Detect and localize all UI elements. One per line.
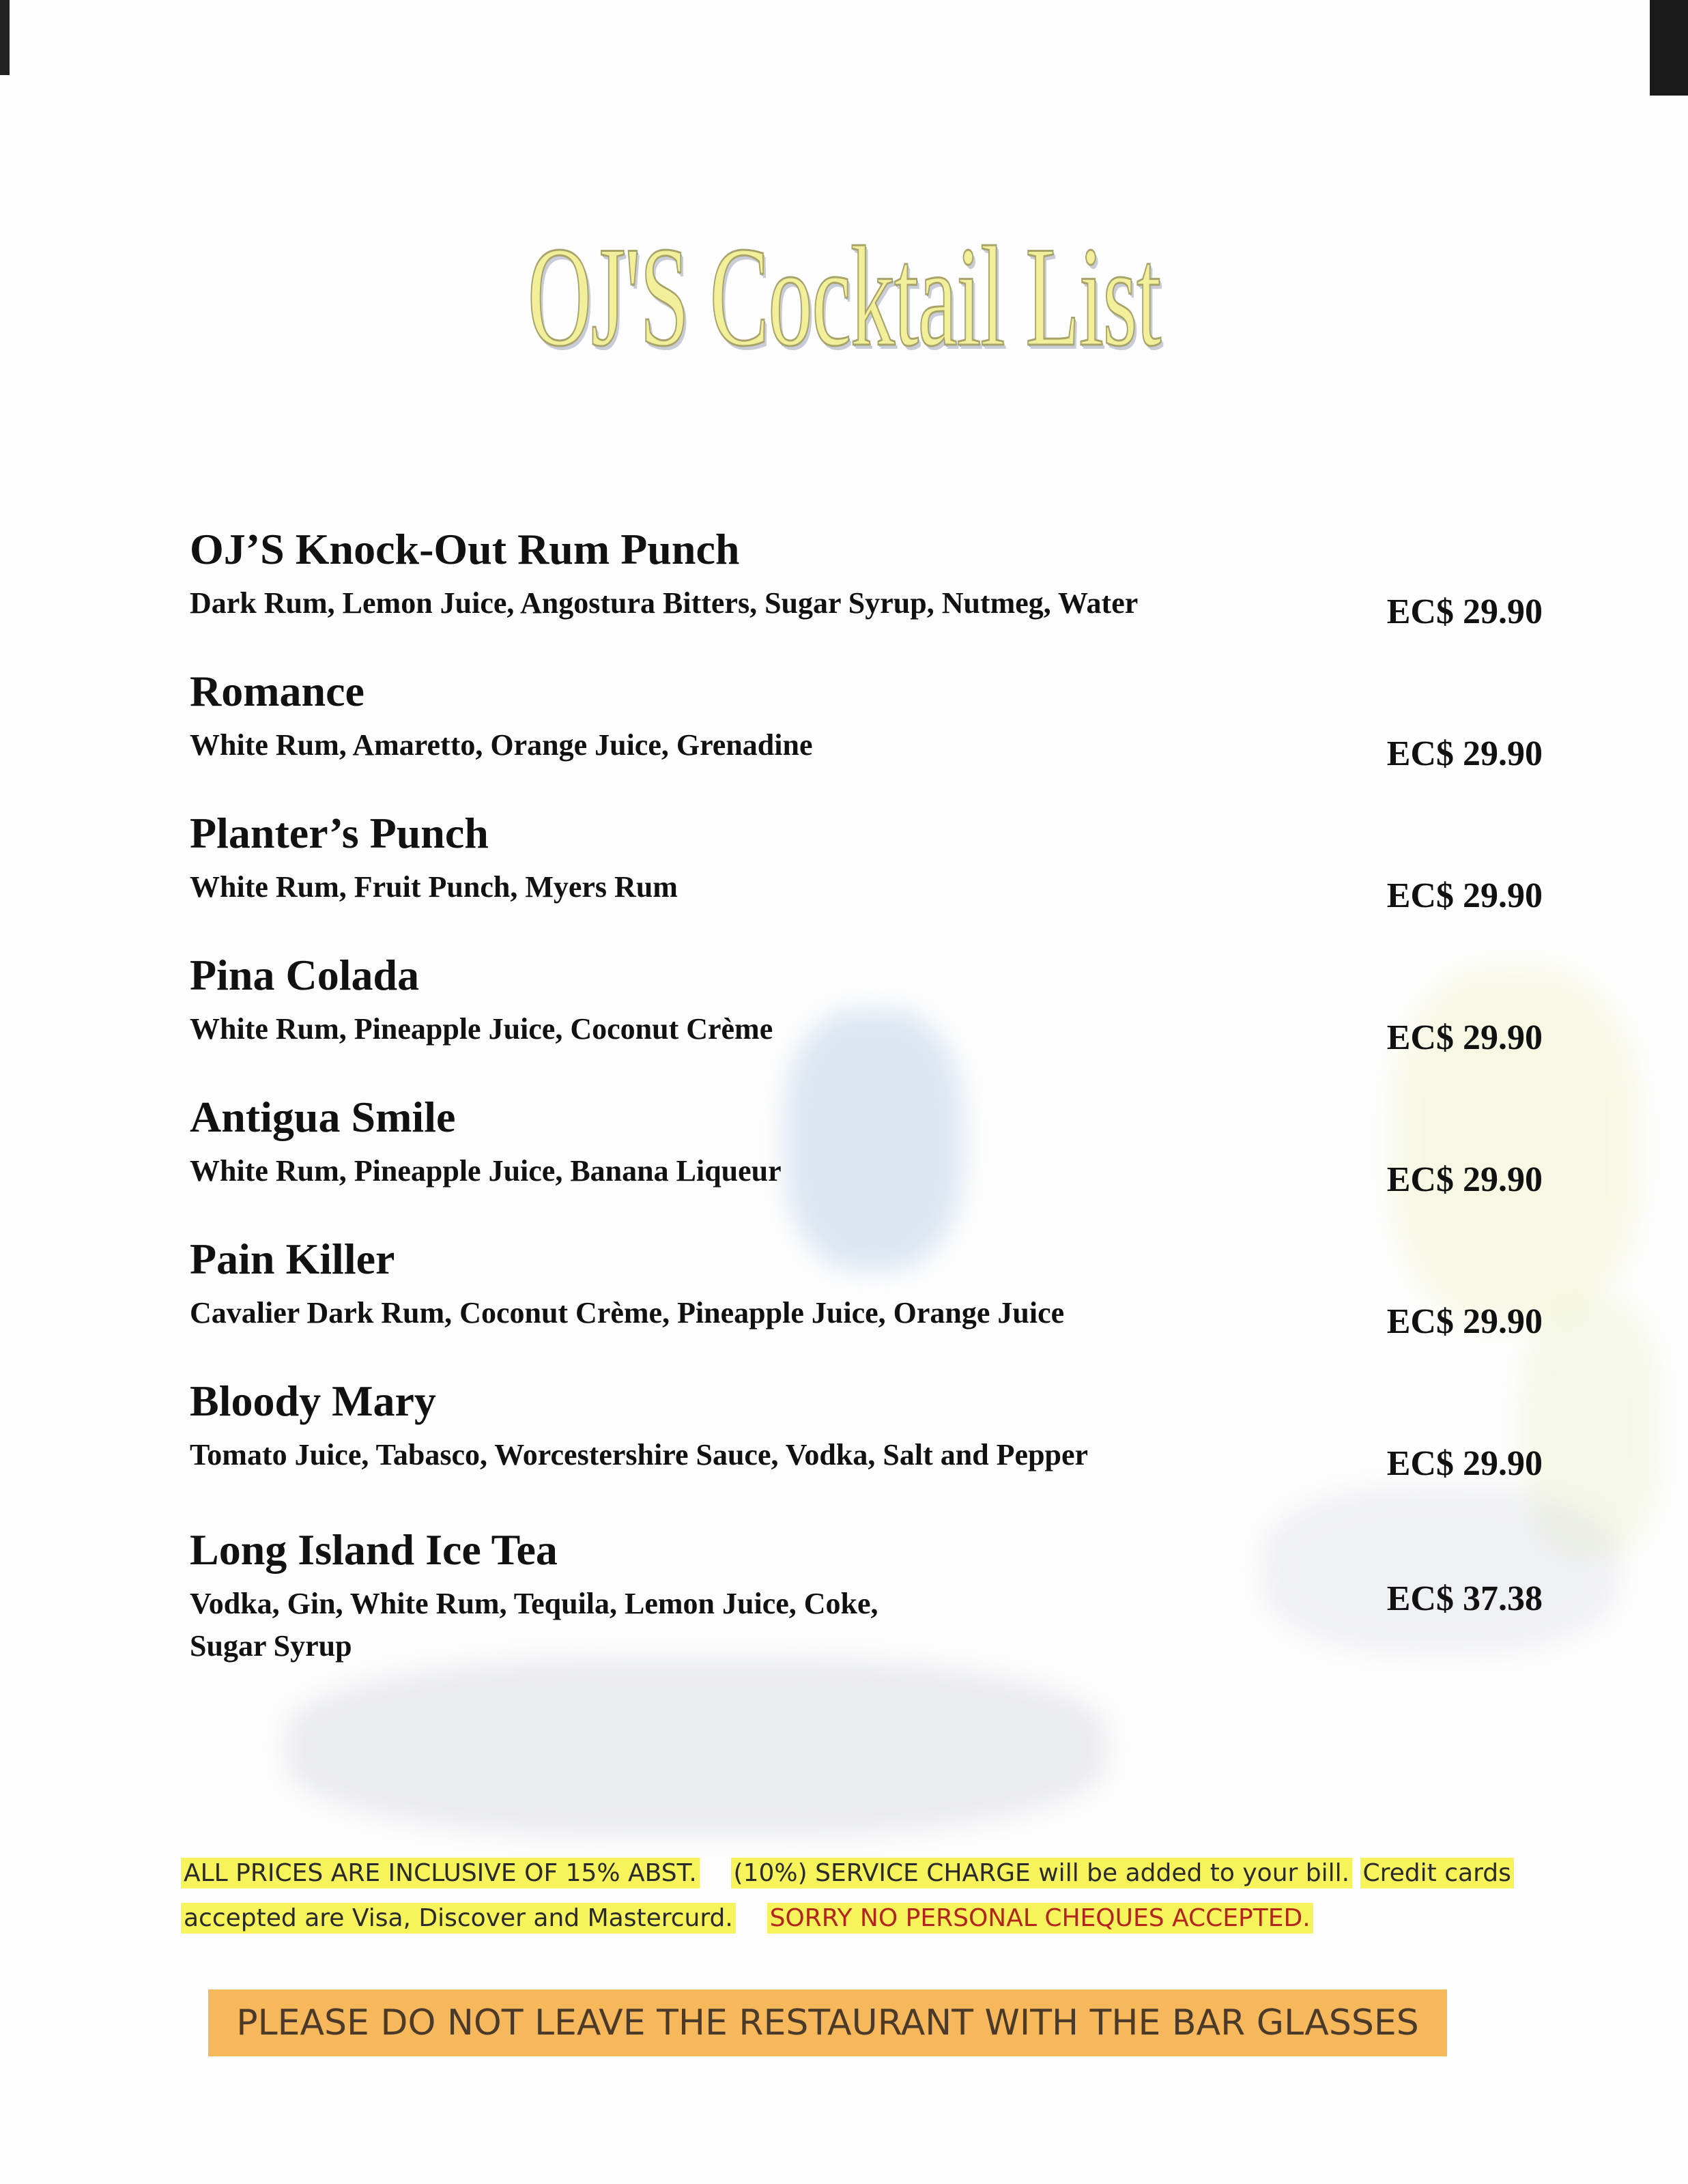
cocktail-item <box>184 948 1556 1090</box>
cocktail-name: Bloody Mary <box>190 1377 436 1425</box>
credit-cards-notice: Credit cards accepted are Visa, Discover and Mastercurd. <box>181 1858 1514 1934</box>
cocktail-item <box>184 1523 1556 1700</box>
cocktail-name: Romance <box>190 667 364 715</box>
cocktail-name: Antigua Smile <box>190 1093 456 1141</box>
cocktail-price: EC$ 29.90 <box>1386 876 1543 915</box>
cocktail-item <box>184 1090 1556 1232</box>
cocktail-name: Pina Colada <box>190 951 420 999</box>
cocktail-price: EC$ 29.90 <box>1386 1160 1543 1199</box>
cocktail-ingredients: White Rum, Pineapple Juice, Banana Liqueur <box>190 1154 782 1188</box>
cocktail-price: EC$ 29.90 <box>1386 734 1543 773</box>
cocktail-item <box>184 522 1556 664</box>
tax-notice: ALL PRICES ARE INCLUSIVE OF 15% ABST. <box>181 1858 700 1888</box>
cocktail-price: EC$ 29.90 <box>1386 1018 1543 1057</box>
cheques-notice: SORRY NO PERSONAL CHEQUES ACCEPTED. <box>767 1903 1313 1934</box>
cocktail-item <box>184 806 1556 948</box>
cocktail-name: Pain Killer <box>190 1235 395 1283</box>
cocktail-name: Long Island Ice Tea <box>190 1525 558 1574</box>
page-title: OJ'S Cocktail List <box>527 218 1161 376</box>
service-charge-notice: (10%) SERVICE CHARGE will be added to your bill. <box>731 1858 1353 1888</box>
cocktail-name: OJ’S Knock-Out Rum Punch <box>190 525 740 573</box>
cocktail-price: EC$ 29.90 <box>1386 1302 1543 1341</box>
cocktail-item <box>184 1232 1556 1374</box>
cocktail-ingredients: Cavalier Dark Rum, Coconut Crème, Pineapple Juice, Orange Juice <box>190 1296 1065 1330</box>
cocktail-item <box>184 1374 1556 1516</box>
cocktail-list <box>184 522 1556 1700</box>
cocktail-ingredients: Dark Rum, Lemon Juice, Angostura Bitters, Sugar Syrup, Nutmeg, Water <box>190 586 1139 620</box>
cocktail-ingredients: White Rum, Pineapple Juice, Coconut Crème <box>190 1012 773 1046</box>
cocktail-price: EC$ 29.90 <box>1386 1444 1543 1483</box>
cocktail-ingredients: Tomato Juice, Tabasco, Worcestershire Sauce, Vodka, Salt and Pepper <box>190 1438 1089 1471</box>
scan-edge-right <box>1650 0 1688 96</box>
payment-notice <box>181 1851 1519 1941</box>
cocktail-ingredients: White Rum, Fruit Punch, Myers Rum <box>190 870 678 904</box>
cocktail-ingredients: Vodka, Gin, White Rum, Tequila, Lemon Juice, Coke, Sugar Syrup <box>190 1587 878 1663</box>
cocktail-item <box>184 664 1556 806</box>
cocktail-ingredients: White Rum, Amaretto, Orange Juice, Grenadine <box>190 728 813 762</box>
cocktail-name: Planter’s Punch <box>190 809 489 857</box>
cocktail-price: EC$ 29.90 <box>1386 592 1543 631</box>
scan-edge-left <box>0 0 10 75</box>
cocktail-price: EC$ 37.38 <box>1386 1579 1543 1618</box>
bar-glasses-warning: PLEASE DO NOT LEAVE THE RESTAURANT WITH THE BAR GLASSES <box>208 1989 1447 2056</box>
